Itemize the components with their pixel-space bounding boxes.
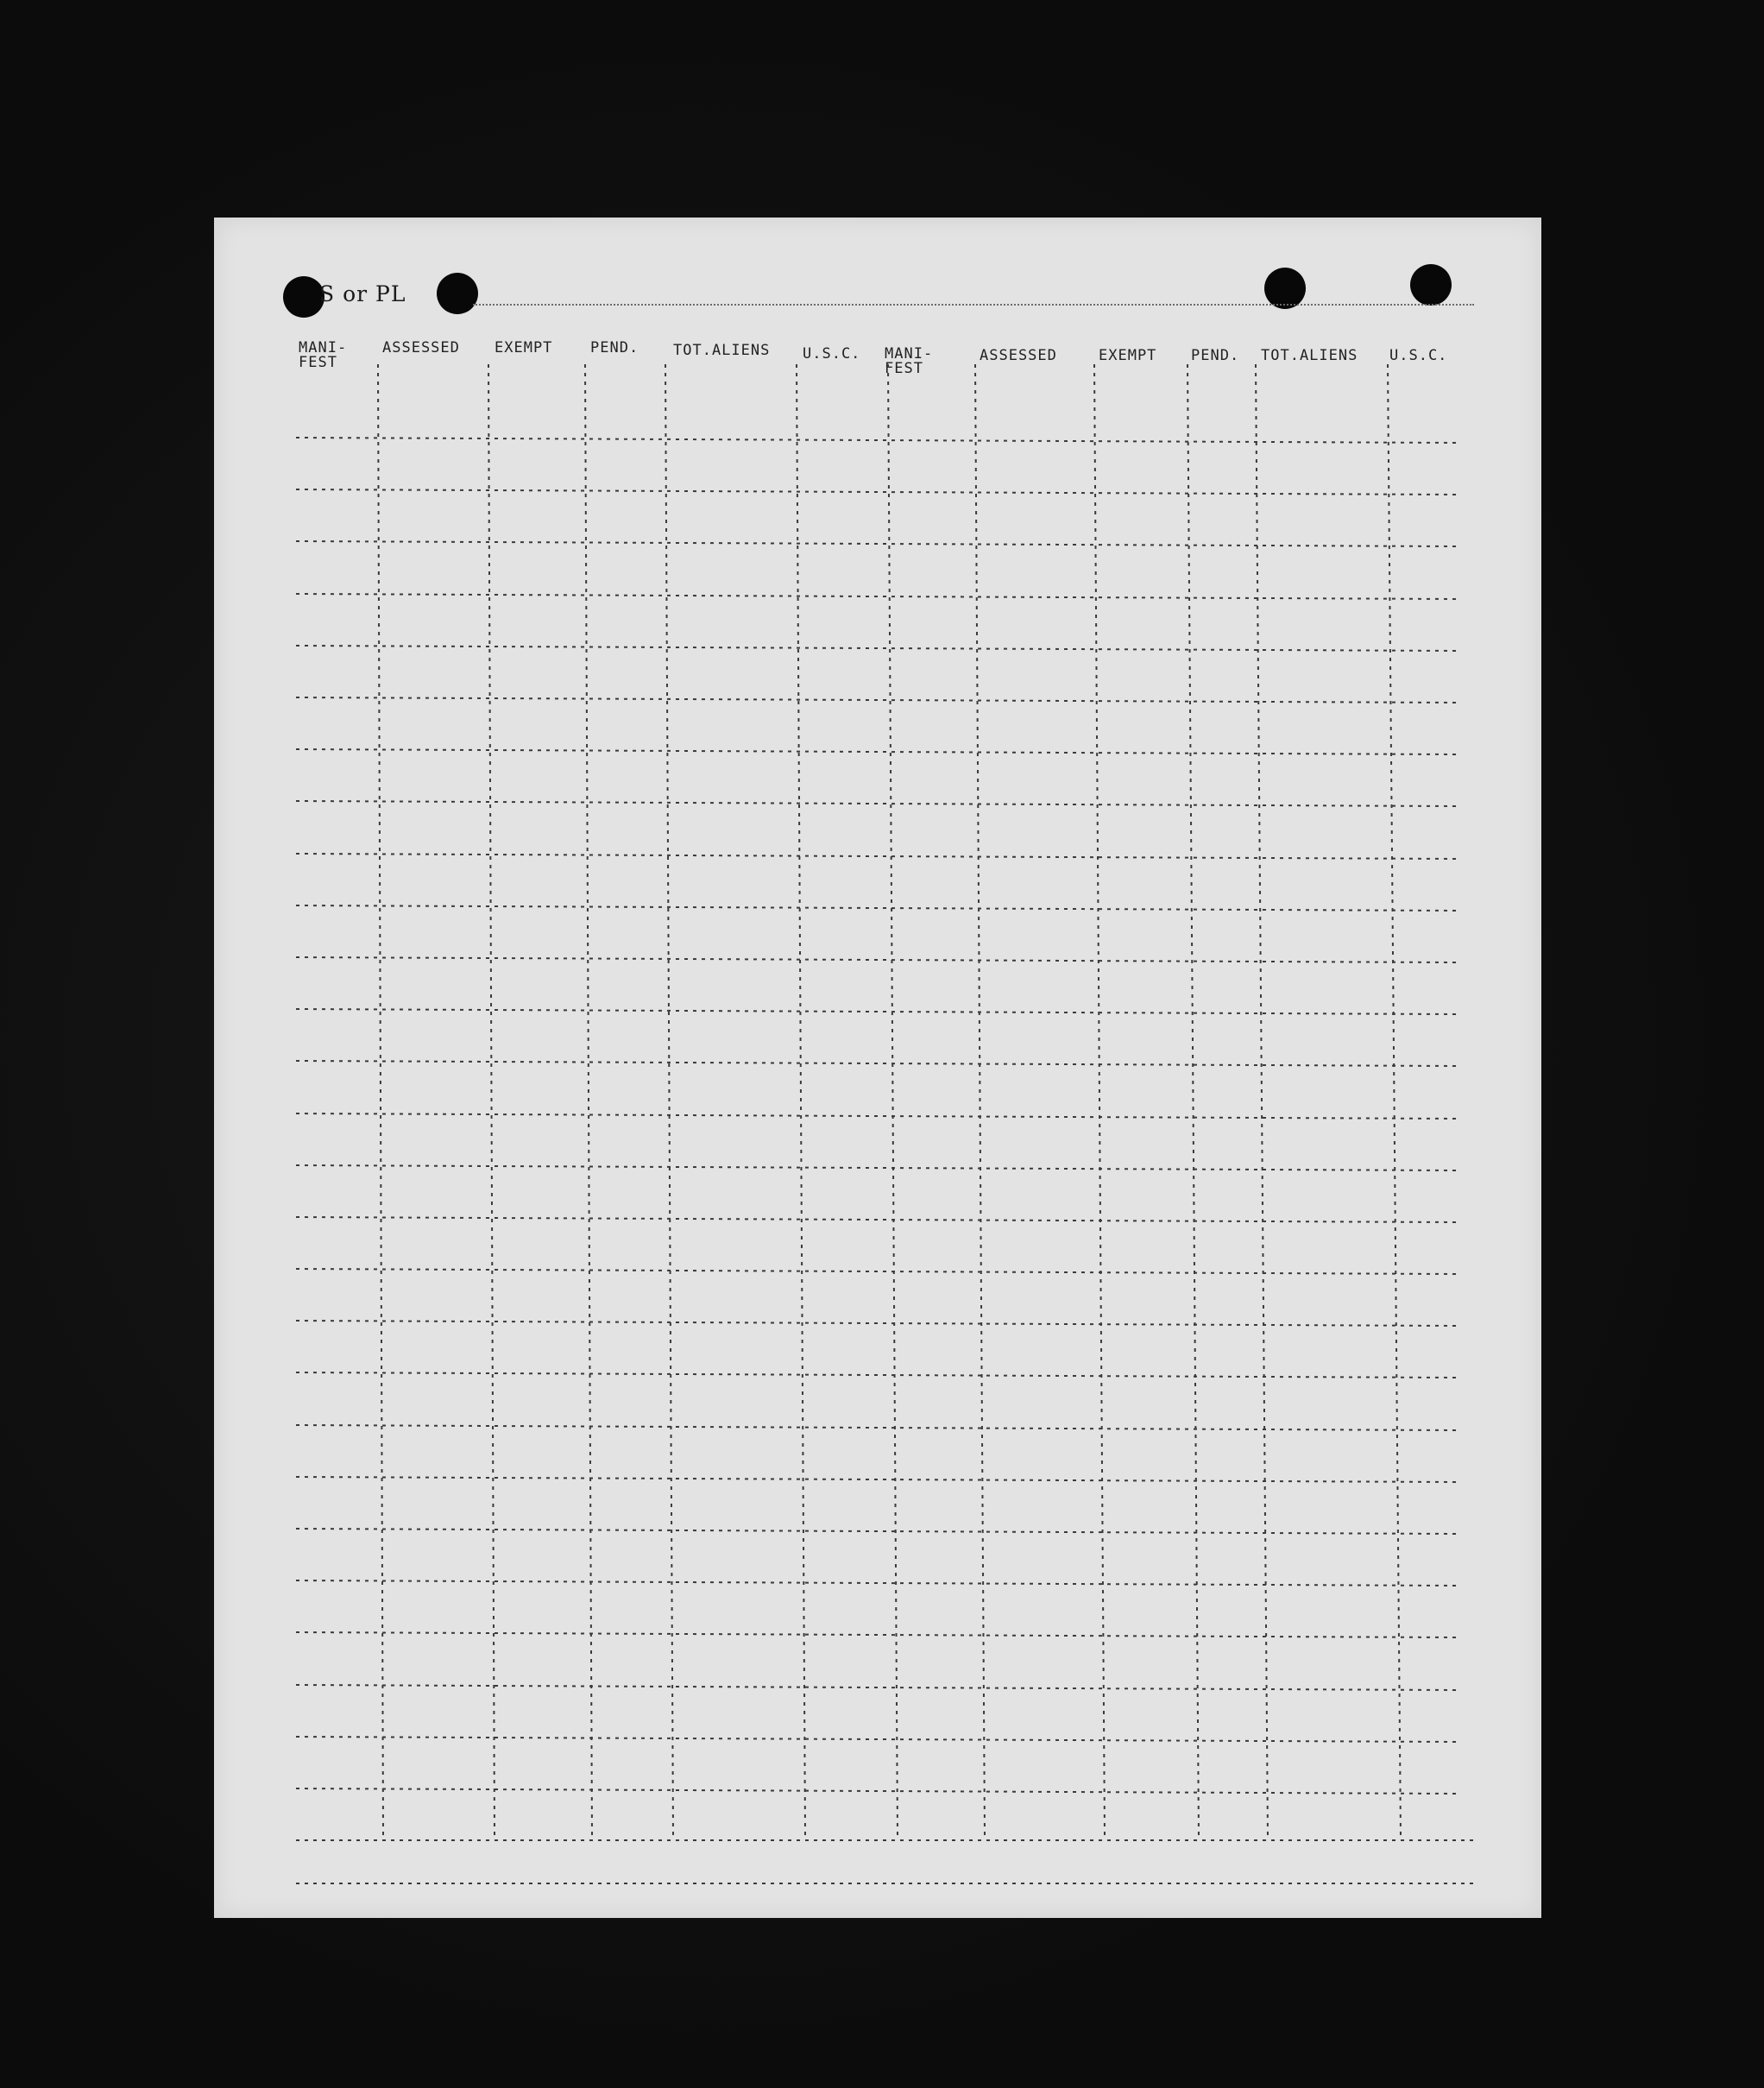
grid-row-line [296, 1217, 1457, 1222]
ship-label: S or PL [319, 281, 406, 306]
grid-row-line [296, 854, 1457, 859]
col-header-assessed-2: ASSESSED [980, 347, 1057, 364]
col-header-manifest: MANI- FEST [299, 339, 348, 371]
grid-row-line [296, 1580, 1457, 1586]
col-header-assessed: ASSESSED [382, 339, 460, 356]
grid-row-line [296, 1737, 1457, 1742]
grid-row-line [296, 1165, 1457, 1170]
col-header-exempt: EXEMPT [495, 339, 553, 356]
grid-row-line [296, 1372, 1457, 1378]
grid-row-line [296, 646, 1457, 651]
grid-column-line [378, 364, 383, 1836]
grid-row-line [296, 1685, 1457, 1690]
grid-column-line [975, 364, 985, 1836]
grid-row-line [296, 541, 1457, 546]
col-header-tot-aliens-2: TOT.ALIENS [1261, 347, 1358, 364]
grid-row-line [296, 697, 1457, 703]
grid-column-line [585, 364, 592, 1836]
grid-row-line [296, 1788, 1457, 1794]
form-sheet [214, 218, 1541, 1918]
grid-row-line [296, 1321, 1457, 1326]
col-header-pend: PEND. [590, 339, 639, 356]
grid-column-line [665, 364, 673, 1836]
col-header-tot-aliens: TOT.ALIENS [673, 342, 771, 359]
grid-column-line [488, 364, 495, 1836]
grid-column-line [1094, 364, 1105, 1836]
form-grid [214, 218, 1541, 1918]
grid-row-line [296, 1061, 1457, 1066]
grid-row-line [296, 438, 1457, 443]
grid-column-line [888, 364, 898, 1836]
grid-row-line [296, 1269, 1457, 1274]
grid-row-line [296, 1425, 1457, 1430]
grid-column-line [1388, 364, 1401, 1836]
grid-row-line [296, 957, 1457, 962]
grid-row-line [296, 801, 1457, 806]
grid-row-line [296, 905, 1457, 911]
grid-row-line [296, 1632, 1457, 1637]
col-header-exempt-2: EXEMPT [1099, 347, 1157, 364]
grid-row-line [296, 1529, 1457, 1534]
grid-row-line [296, 1477, 1457, 1482]
grid-column-line [797, 364, 805, 1836]
grid-row-line [296, 1009, 1457, 1014]
col-header-usc-2: U.S.C. [1389, 347, 1448, 364]
col-header-usc: U.S.C. [803, 345, 861, 363]
grid-row-line [296, 594, 1457, 599]
col-header-manifest-2: MANI- FEST [885, 345, 934, 377]
grid-column-line [1188, 364, 1199, 1836]
col-header-pend-2: PEND. [1191, 347, 1240, 364]
grid-row-line [296, 749, 1457, 754]
grid-column-line [1256, 364, 1268, 1836]
grid-row-line [296, 1113, 1457, 1119]
grid-row-line [296, 489, 1457, 495]
